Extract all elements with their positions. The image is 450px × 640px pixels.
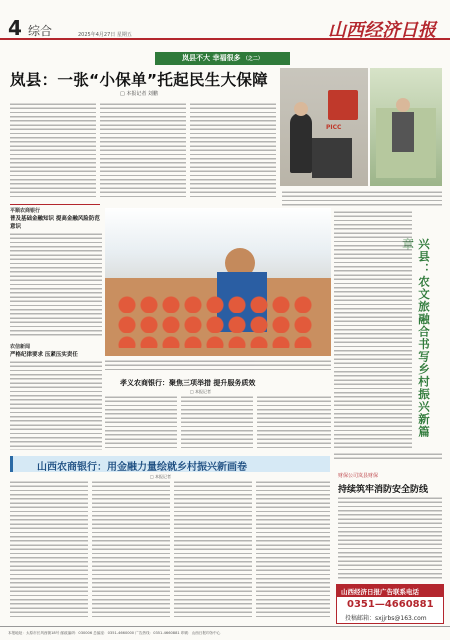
header-date: 2025年4月27日 星期五 <box>78 32 132 38</box>
lead-body-col2 <box>100 102 186 200</box>
page-footer <box>0 626 450 640</box>
fruit-photo-caption <box>105 359 331 373</box>
ad-box <box>336 584 444 624</box>
column-tag-text: 岚县不大 幸福很多 <box>182 54 241 62</box>
agri-body-col3 <box>257 395 331 450</box>
orchard-photo-small <box>370 68 442 186</box>
lead-byline: □ 本报记者 刘鹏 <box>120 91 158 97</box>
masthead-logo: 山西经济日报 <box>328 20 436 41</box>
bottom-banner <box>10 456 330 472</box>
agri-headline: 孝义农商银行：聚焦三项举措 提升服务质效 <box>120 379 256 387</box>
ad-phone: 0351—4660881 <box>347 599 434 610</box>
ad-line1: 山西经济日报广告联系电话 <box>341 588 419 596</box>
bottom-body-col4 <box>256 480 330 620</box>
insurance-box-headline: 持续筑牢消防安全防线 <box>338 485 429 495</box>
footer-text: 本报地址：太原市长风西街18号 邮政编码：030006 总编室：0351-4660000 广告热线：0351-4660881 印刷：山西日报印务中心 <box>8 631 221 635</box>
insurance-photo: PICC <box>280 68 368 186</box>
bottom-body-col3 <box>174 480 252 620</box>
column-tag-sub: （之二） <box>242 56 263 62</box>
page-header <box>0 0 450 40</box>
insurance-box-label: 财保公司岚县财保 <box>338 473 379 479</box>
photo-caption-text <box>282 190 442 206</box>
brief-item1-headline: 普及基础金融知识 提高金融风险防范意识 <box>10 216 100 230</box>
bottom-banner-title: 山西农商银行：用金融力量绘就乡村振兴新画卷 <box>37 462 247 473</box>
brief-news-rule <box>10 204 100 205</box>
page-number: 4 <box>8 16 22 40</box>
column-tag <box>155 52 290 65</box>
lead-body-col3 <box>190 102 276 200</box>
side-article-col2 <box>334 452 442 460</box>
agri-body-col1 <box>105 395 177 450</box>
brief-item1-body <box>10 232 102 338</box>
brief-item2-body <box>10 360 102 450</box>
insurance-box-body <box>338 496 442 580</box>
lead-body-col1 <box>10 102 96 200</box>
brief-item2-title: 农信新闻 <box>10 344 31 350</box>
bottom-body-col2 <box>92 480 170 620</box>
side-headline: 兴县：农文旅融合书写乡村振兴新篇 <box>417 238 431 438</box>
side-article-col1 <box>334 210 412 450</box>
brief-item2-headline: 严格纪律要求 压紧压实责任 <box>10 352 78 358</box>
fruit-harvest-photo <box>105 208 331 356</box>
ad-email: 投稿邮箱：sxjjrbs@163.com <box>345 615 427 622</box>
lead-headline: 岚县：一张“小保单”托起民生大保障 <box>10 71 268 89</box>
bottom-body-col1 <box>10 480 88 620</box>
agri-byline: □ 本报记者 <box>190 389 212 394</box>
section-name: 综合 <box>28 24 53 38</box>
bottom-byline: □ 本报记者 <box>150 474 172 479</box>
agri-body-col2 <box>181 395 253 450</box>
brief-item1-title: 平顺农商银行 <box>10 208 41 214</box>
